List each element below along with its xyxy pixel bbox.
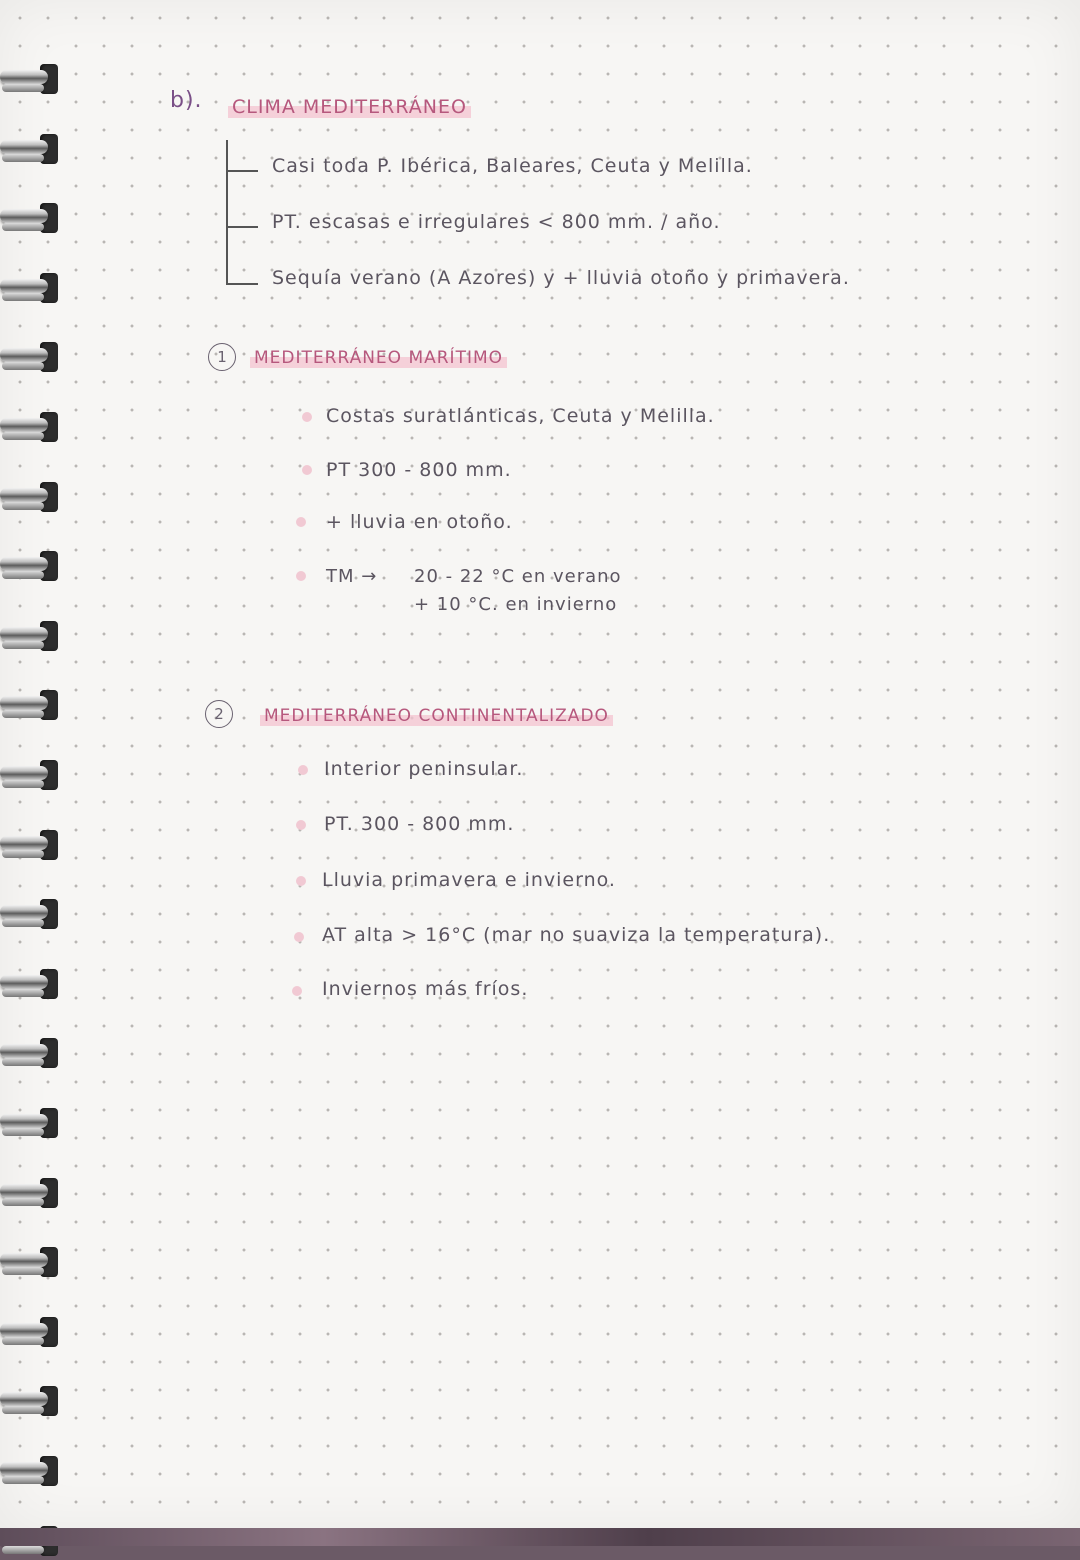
tm-label: TM → [326, 566, 378, 587]
subsection-bullet: Lluvia primavera e invierno. [322, 869, 616, 891]
bullet-dot [298, 765, 308, 775]
bullet-dot [296, 876, 306, 886]
spiral-ring [0, 1315, 62, 1351]
spiral-ring [0, 619, 62, 655]
spiral-ring [0, 271, 62, 307]
bullet-dot [302, 465, 312, 475]
bracket-tick [226, 226, 258, 228]
section-item: Casi toda P. Ibérica, Baleares, Ceuta y Melilla. [272, 155, 753, 177]
spiral-ring [0, 410, 62, 446]
spiral-ring [0, 1176, 62, 1212]
spiral-ring [0, 897, 62, 933]
spiral-binding [0, 0, 70, 1530]
section-title: CLIMA MEDITERRÁNEO [228, 96, 471, 118]
spiral-ring [0, 1245, 62, 1281]
bullet-dot [302, 412, 312, 422]
subsection-bullet: Inviernos más fríos. [322, 978, 529, 1000]
bullet-dot [294, 932, 304, 942]
subsection-title: MEDITERRÁNEO MARÍTIMO [250, 348, 507, 368]
bullet-dot [296, 571, 306, 581]
bracket-line [226, 140, 228, 284]
spiral-ring [0, 828, 62, 864]
subsection-bullet: PT 300 - 800 mm. [326, 459, 512, 481]
desk-edge [0, 1528, 1080, 1546]
section-item: PT. escasas e irregulares < 800 mm. / año. [272, 211, 721, 233]
subsection-bullet: AT alta > 16°C (mar no suaviza la temperatura). [322, 924, 831, 946]
spiral-ring [0, 201, 62, 237]
spiral-ring [0, 1454, 62, 1490]
section-item: Sequía verano (A Azores) y + lluvia otoño y primavera. [272, 267, 850, 289]
tm-summer: 20 - 22 °C en verano [414, 566, 622, 587]
tm-winter: + 10 °C. en invierno [414, 594, 618, 615]
subsection-bullet: Costas suratlánticas, Ceuta y Melilla. [326, 405, 715, 427]
spiral-ring [0, 1384, 62, 1420]
spiral-ring [0, 132, 62, 168]
bullet-dot [296, 820, 306, 830]
spiral-ring [0, 1036, 62, 1072]
subsection-bullet: PT. 300 - 800 mm. [324, 813, 515, 835]
spiral-ring [0, 340, 62, 376]
spiral-ring [0, 480, 62, 516]
spiral-ring [0, 1106, 62, 1142]
spiral-ring [0, 62, 62, 98]
bullet-dot [292, 986, 302, 996]
bracket-tick [226, 170, 258, 172]
section-letter: b). [170, 88, 203, 113]
spiral-ring [0, 758, 62, 794]
subsection-title: MEDITERRÁNEO CONTINENTALIZADO [260, 706, 613, 726]
subsection-bullet: Interior peninsular. [324, 758, 524, 780]
subsection-bullet: + lluvia en otoño. [326, 511, 513, 533]
spiral-ring [0, 967, 62, 1003]
spiral-ring [0, 549, 62, 585]
spiral-ring [0, 688, 62, 724]
bullet-dot [296, 517, 306, 527]
subsection-number: 1 [208, 343, 236, 371]
bracket-tick [226, 283, 258, 285]
subsection-number: 2 [205, 700, 233, 728]
